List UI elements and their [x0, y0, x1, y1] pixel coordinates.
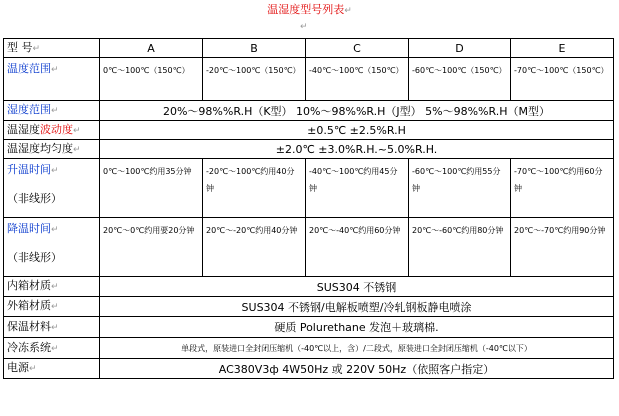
paragraph-mark-icon: ↵	[51, 65, 59, 75]
uniformity-label	[4, 140, 100, 159]
cooling-time-c: 20℃～-40℃约用60分钟	[306, 218, 409, 277]
paragraph-mark-icon: ↵	[344, 6, 352, 16]
paragraph-mark-icon: ↵	[300, 22, 308, 32]
heating-time-label	[4, 159, 100, 218]
fluctuation-label-black: 温湿度	[7, 122, 40, 136]
heating-time-c: -40℃～100℃约用45分钟	[306, 159, 409, 218]
insulation-value: 硬质 Polurethane 发泡＋玻璃棉.	[100, 317, 614, 338]
outer-material-value: SUS304 不锈钢/电解板喷塑/冷轧钢板静电喷涂	[100, 297, 614, 317]
paragraph-mark-icon: ↵	[51, 343, 59, 354]
paragraph-mark-icon: ↵	[51, 106, 59, 116]
paragraph-mark-icon: ↵	[32, 43, 41, 54]
model-e-header: E	[511, 39, 614, 58]
paragraph-mark-icon: ↵	[73, 144, 81, 155]
model-c-header: C	[306, 39, 409, 58]
temp-range-label-text: 温度范围	[7, 62, 51, 75]
cooling-time-sublabel: （非线形）	[7, 251, 62, 264]
temp-range-a: 0℃～100℃（150℃）	[100, 58, 203, 101]
inner-material-value: SUS304 不锈钢	[100, 277, 614, 297]
humidity-range-value: 20%～98%%R.H（K型） 10%～98%%R.H（J型） 5%～98%%R.H（M型）	[100, 101, 614, 121]
power-label	[4, 359, 100, 379]
insulation-label-text: 保温材料	[7, 319, 51, 333]
refrigeration-label	[4, 338, 100, 359]
header-row	[4, 39, 614, 58]
fluctuation-label-red: 波动度	[40, 122, 73, 136]
cooling-time-row	[4, 218, 614, 277]
paragraph-mark-icon: ↵	[51, 322, 59, 333]
power-value: AC380V3ф 4W50Hz 或 220V 50Hz（依照客户指定）	[100, 359, 614, 379]
heating-time-e: -70℃～100℃约用60分钟	[511, 159, 614, 218]
title-text: 温湿度型号列表	[267, 3, 345, 16]
model-b-header: B	[203, 39, 306, 58]
inner-material-label	[4, 277, 100, 297]
temp-range-c: -40℃～100℃（150℃）	[306, 58, 409, 101]
temp-range-label	[4, 58, 100, 101]
refrigeration-label-text: 冷冻系统	[7, 340, 51, 354]
cooling-time-label-text: 降温时间	[7, 222, 51, 235]
outer-material-label	[4, 297, 100, 317]
cooling-time-a: 20℃～0℃约用要20分钟	[100, 218, 203, 277]
uniformity-value: ±2.0℃ ±3.0%R.H.~5.0%R.H.	[100, 140, 614, 159]
fluctuation-label	[4, 121, 100, 140]
page-title	[0, 3, 619, 18]
cooling-time-b: 20℃～-20℃约用40分钟	[203, 218, 306, 277]
uniformity-label-text: 温湿度均匀度	[7, 141, 73, 155]
heating-time-b: -20℃～100℃约用40分钟	[203, 159, 306, 218]
paragraph-mark-icon: ↵	[51, 166, 59, 176]
cooling-time-d: 20℃～-60℃约用80分钟	[409, 218, 511, 277]
model-a-header: A	[100, 39, 203, 58]
cooling-time-label	[4, 218, 100, 277]
heating-time-row	[4, 159, 614, 218]
paragraph-mark-icon: ↵	[51, 225, 59, 235]
paragraph-mark-icon: ↵	[29, 364, 37, 374]
heating-time-sublabel: （非线形）	[7, 192, 62, 205]
model-spec-table	[3, 38, 614, 379]
outer-material-row	[4, 297, 614, 317]
heating-time-label-text: 升温时间	[7, 163, 51, 176]
paragraph-mark-icon: ↵	[51, 302, 59, 312]
paragraph-mark-icon: ↵	[51, 282, 59, 292]
power-row	[4, 359, 614, 379]
humidity-range-label-text: 湿度范围	[7, 103, 51, 116]
humidity-range-row	[4, 101, 614, 121]
fluctuation-value: ±0.5℃ ±2.5%R.H	[100, 121, 614, 140]
power-label-text: 电源	[7, 361, 29, 374]
refrigeration-value: 单段式，原装进口全封闭压缩机（-40℃以上，含）/二段式，原装进口全封闭压缩机（-40℃以下）	[100, 338, 614, 359]
uniformity-row	[4, 140, 614, 159]
temp-range-row	[4, 58, 614, 101]
insulation-row	[4, 317, 614, 338]
model-label: 型 号	[7, 40, 33, 54]
outer-material-label-text: 外箱材质	[7, 299, 51, 312]
inner-material-label-text: 内箱材质	[7, 279, 51, 292]
model-header-label	[4, 39, 100, 58]
humidity-range-label	[4, 101, 100, 121]
fluctuation-row	[4, 121, 614, 140]
temp-range-b: -20℃～100℃（150℃）	[203, 58, 306, 101]
refrigeration-row	[4, 338, 614, 359]
temp-range-e: -70℃～100℃（150℃）	[511, 58, 614, 101]
heating-time-d: -60℃～100℃约用55分钟	[409, 159, 511, 218]
paragraph-mark-icon: ↵	[73, 125, 81, 136]
insulation-label	[4, 317, 100, 338]
temp-range-d: -60℃～100℃（150℃）	[409, 58, 511, 101]
model-d-header: D	[409, 39, 511, 58]
heating-time-a: 0℃～100℃约用35分钟	[100, 159, 203, 218]
inner-material-row	[4, 277, 614, 297]
cooling-time-e: 20℃～-70℃约用90分钟	[511, 218, 614, 277]
